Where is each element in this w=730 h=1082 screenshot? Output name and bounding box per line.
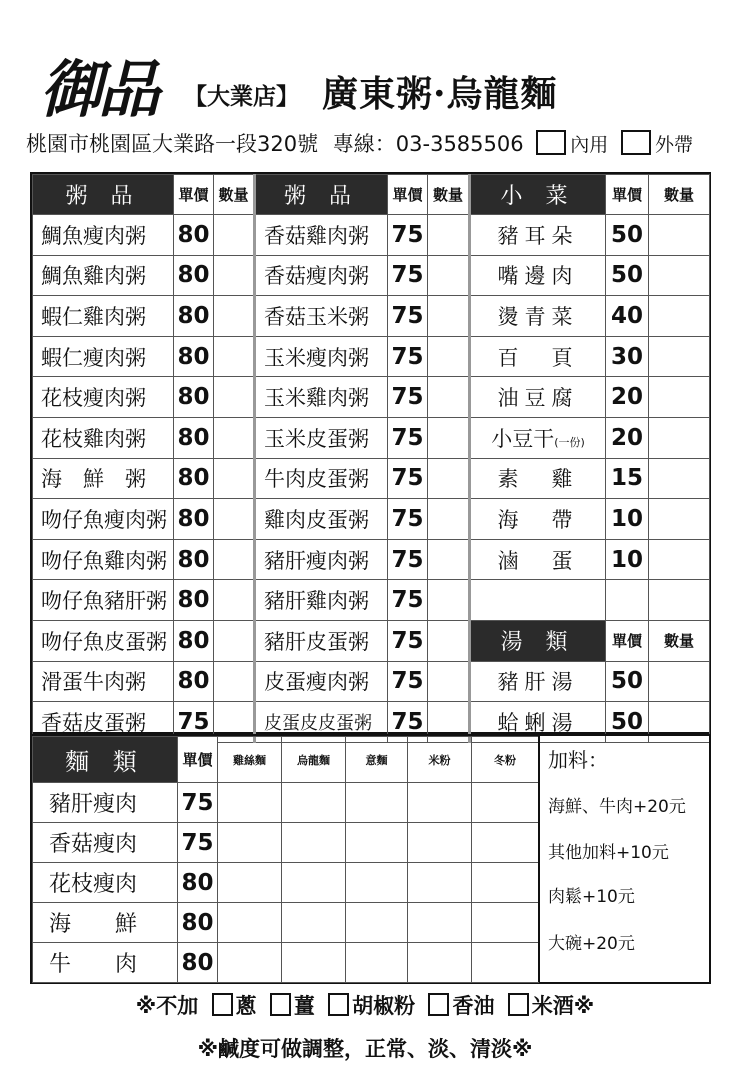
table-row: [33, 458, 710, 499]
qty-cell[interactable]: [428, 539, 470, 580]
congee-price: 75: [388, 215, 428, 256]
table-row: [33, 296, 710, 337]
qty-cell[interactable]: [472, 943, 539, 983]
table-row: [33, 417, 710, 458]
noodle-table: [32, 736, 539, 983]
congee-name: 海 鮮 粥: [33, 458, 174, 499]
hotline: 03-3585506: [395, 132, 524, 156]
option-label: 蔥: [235, 994, 257, 1018]
side-label: 海 帶: [497, 507, 579, 532]
qty-cell[interactable]: [282, 903, 346, 943]
side-price: 20: [606, 417, 649, 458]
qty-cell[interactable]: [214, 336, 255, 377]
side-name: [470, 336, 606, 377]
congee-price: 80: [174, 620, 214, 661]
congee-name: 吻仔魚豬肝粥: [33, 580, 174, 621]
option-label: 薑: [293, 994, 315, 1018]
dine-in-checkbox[interactable]: [536, 130, 566, 155]
no-rice-wine-checkbox[interactable]: [508, 993, 529, 1016]
table-row: [33, 499, 710, 540]
congee-price: 75: [388, 458, 428, 499]
congee-price: 75: [388, 499, 428, 540]
qty-cell[interactable]: [428, 580, 470, 621]
congee-price: 75: [388, 296, 428, 337]
table-row: [33, 783, 539, 823]
table-row: [33, 377, 710, 418]
qty-cell[interactable]: [428, 417, 470, 458]
congee-name: 花枝瘦肉粥: [33, 377, 174, 418]
congee-price: 80: [174, 296, 214, 337]
side-price: 10: [606, 499, 649, 540]
table-row: [33, 336, 710, 377]
table-row: [33, 943, 539, 983]
congee-name: 玉米皮蛋粥: [255, 417, 388, 458]
qty-cell[interactable]: [214, 620, 255, 661]
qty-cell[interactable]: [472, 863, 539, 903]
qty-cell[interactable]: [218, 863, 282, 903]
qty-cell[interactable]: [218, 903, 282, 943]
side-label: 素 雞: [497, 467, 579, 492]
congee-name: 鯛魚瘦肉粥: [33, 215, 174, 256]
congee-price: 80: [174, 215, 214, 256]
extra-item: 肉鬆+10元: [548, 887, 635, 907]
congee-name: 牛肉皮蛋粥: [255, 458, 388, 499]
qty-cell[interactable]: [346, 863, 408, 903]
address-line: [26, 128, 693, 158]
empty-cell: [606, 580, 649, 621]
price-header: 單價: [174, 175, 214, 215]
noodle-name: 香菇瘦肉: [33, 823, 178, 863]
noodle-name: 海 鮮: [33, 903, 178, 943]
noodle-name: 牛 肉: [33, 943, 178, 983]
dine-in-label: 內用: [570, 134, 609, 156]
side-label: 百 頁: [497, 345, 579, 370]
noodle-price: 80: [178, 943, 218, 983]
saltiness-note: ※鹹度可做調整，正常、淡、清淡※: [197, 1037, 533, 1061]
table-row: [33, 863, 539, 903]
congee-name: 皮蛋皮皮蛋粥: [255, 702, 388, 743]
table-row: [33, 580, 710, 621]
noodle-type-udon: 烏龍麵: [282, 737, 346, 783]
qty-cell[interactable]: [649, 296, 710, 337]
congee-table: [32, 174, 710, 743]
soup-price: 50: [606, 661, 649, 702]
side-price: 50: [606, 255, 649, 296]
noodle-price: 75: [178, 783, 218, 823]
table-row: [33, 255, 710, 296]
noodle-name: 花枝瘦肉: [33, 863, 178, 903]
qty-cell[interactable]: [214, 255, 255, 296]
branch-name: 【大業店】: [184, 84, 299, 110]
congee-name: 雞肉皮蛋粥: [255, 499, 388, 540]
table-row: [33, 539, 710, 580]
address: 桃園市桃園區大業路一段320號: [26, 132, 319, 156]
qty-cell[interactable]: [428, 499, 470, 540]
price-header: 單價: [388, 175, 428, 215]
qty-cell[interactable]: [408, 863, 472, 903]
no-ginger-checkbox[interactable]: [270, 993, 291, 1016]
table-row: [33, 215, 710, 256]
qty-cell[interactable]: [218, 823, 282, 863]
congee-price: 80: [174, 336, 214, 377]
qty-cell[interactable]: [649, 417, 710, 458]
extra-item: 海鮮、牛肉+20元: [548, 797, 686, 817]
soup-name: 蛤蜊湯: [470, 702, 606, 743]
option-label: 香油: [452, 994, 495, 1018]
congee-name: 蝦仁雞肉粥: [33, 296, 174, 337]
footer-prefix: ※不加: [135, 994, 199, 1018]
congee-price: 75: [388, 580, 428, 621]
qty-cell[interactable]: [649, 336, 710, 377]
qty-cell[interactable]: [649, 255, 710, 296]
noodle-type-vermicelli: 冬粉: [472, 737, 539, 783]
congee-name: 鯛魚雞肉粥: [33, 255, 174, 296]
side-name: [470, 296, 606, 337]
table-row: [33, 903, 539, 943]
option-label: 米酒: [531, 994, 574, 1018]
noodle-header: 麵 類: [33, 737, 178, 783]
qty-cell[interactable]: [428, 255, 470, 296]
qty-cell[interactable]: [472, 903, 539, 943]
qty-cell[interactable]: [282, 943, 346, 983]
qty-cell[interactable]: [218, 943, 282, 983]
qty-cell[interactable]: [472, 783, 539, 823]
option-label: 胡椒粉: [352, 994, 416, 1018]
congee-name: 吻仔魚瘦肉粥: [33, 499, 174, 540]
side-price: 20: [606, 377, 649, 418]
qty-cell[interactable]: [428, 336, 470, 377]
qty-cell[interactable]: [408, 943, 472, 983]
qty-cell[interactable]: [214, 215, 255, 256]
table-row: [33, 661, 710, 702]
soup-name: 豬肝湯: [470, 661, 606, 702]
noodle-price: 80: [178, 903, 218, 943]
footer-suffix: ※: [573, 994, 595, 1018]
extra-item: 大碗+20元: [548, 934, 635, 954]
congee-price: 80: [174, 539, 214, 580]
congee-price: 75: [388, 417, 428, 458]
qty-cell[interactable]: [282, 823, 346, 863]
congee-price: 75: [388, 255, 428, 296]
side-name: [470, 499, 606, 540]
footer-options: [0, 990, 730, 1020]
qty-cell[interactable]: [408, 783, 472, 823]
side-name: [470, 255, 606, 296]
qty-cell[interactable]: [282, 783, 346, 823]
congee-price: 80: [174, 377, 214, 418]
qty-cell[interactable]: [649, 377, 710, 418]
noodle-price: 80: [178, 863, 218, 903]
qty-header: 數量: [649, 175, 710, 215]
congee-price: 75: [388, 661, 428, 702]
qty-cell[interactable]: [214, 580, 255, 621]
noodle-price: 75: [178, 823, 218, 863]
side-label: 燙青菜: [497, 304, 579, 329]
empty-cell: [470, 580, 606, 621]
congee-header-2: 粥 品: [255, 175, 388, 215]
side-name: [470, 417, 606, 458]
congee-price: 80: [174, 255, 214, 296]
qty-cell[interactable]: [649, 539, 710, 580]
qty-cell[interactable]: [428, 296, 470, 337]
congee-name: 豬肝雞肉粥: [255, 580, 388, 621]
qty-header: 數量: [214, 175, 255, 215]
qty-cell[interactable]: [214, 417, 255, 458]
qty-cell[interactable]: [214, 539, 255, 580]
congee-price: 80: [174, 499, 214, 540]
qty-cell[interactable]: [428, 377, 470, 418]
side-price: 15: [606, 458, 649, 499]
no-sesame-oil-checkbox[interactable]: [428, 993, 449, 1016]
noodle-type-rice-noodle: 米粉: [408, 737, 472, 783]
qty-cell[interactable]: [472, 823, 539, 863]
qty-cell[interactable]: [346, 903, 408, 943]
congee-name: 豬肝皮蛋粥: [255, 620, 388, 661]
congee-name: 香菇玉米粥: [255, 296, 388, 337]
side-label: 油豆腐: [497, 386, 579, 411]
qty-cell[interactable]: [649, 215, 710, 256]
price-header: 單價: [606, 620, 649, 661]
qty-cell[interactable]: [428, 215, 470, 256]
cuisine-title: 廣東粥·烏龍麵: [322, 73, 558, 115]
qty-cell[interactable]: [282, 863, 346, 903]
side-price: 40: [606, 296, 649, 337]
sides-header: 小 菜: [470, 175, 606, 215]
qty-cell[interactable]: [214, 458, 255, 499]
qty-cell[interactable]: [428, 661, 470, 702]
extras-title: 加料：: [548, 748, 608, 772]
qty-cell[interactable]: [346, 943, 408, 983]
table-row: [33, 620, 710, 661]
congee-price: 80: [174, 661, 214, 702]
congee-name: 香菇雞肉粥: [255, 215, 388, 256]
qty-cell[interactable]: [214, 661, 255, 702]
congee-name: 玉米雞肉粥: [255, 377, 388, 418]
side-note: (一份): [554, 435, 585, 449]
qty-cell[interactable]: [218, 783, 282, 823]
congee-name: 香菇皮蛋粥: [33, 702, 174, 743]
soup-price: 50: [606, 702, 649, 743]
congee-name: 吻仔魚皮蛋粥: [33, 620, 174, 661]
side-name: [470, 377, 606, 418]
side-name: [470, 215, 606, 256]
congee-price: 80: [174, 417, 214, 458]
no-scallion-checkbox[interactable]: [212, 993, 233, 1016]
qty-cell[interactable]: [214, 377, 255, 418]
congee-name: 皮蛋瘦肉粥: [255, 661, 388, 702]
congee-price: 75: [388, 336, 428, 377]
qty-header: 數量: [428, 175, 470, 215]
side-price: 50: [606, 215, 649, 256]
menu-grid: [30, 172, 711, 734]
qty-cell[interactable]: [649, 458, 710, 499]
side-price: 30: [606, 336, 649, 377]
qty-cell[interactable]: [346, 823, 408, 863]
extras-panel: [538, 736, 711, 982]
qty-cell[interactable]: [428, 458, 470, 499]
take-out-label: 外帶: [655, 134, 694, 156]
side-name: [470, 539, 606, 580]
brand-logo: 御品: [40, 53, 157, 126]
side-label: 小豆干: [491, 426, 555, 451]
congee-name: 香菇瘦肉粥: [255, 255, 388, 296]
congee-price: 75: [174, 702, 214, 743]
empty-cell: [649, 580, 710, 621]
table-row: [33, 823, 539, 863]
price-header: 單價: [606, 175, 649, 215]
noodle-type-chicken-shred: 雞絲麵: [218, 737, 282, 783]
qty-cell[interactable]: [649, 499, 710, 540]
congee-price: 75: [388, 539, 428, 580]
noodle-type-yi-mein: 意麵: [346, 737, 408, 783]
qty-cell[interactable]: [408, 823, 472, 863]
noodle-grid: [30, 734, 711, 984]
side-price: 10: [606, 539, 649, 580]
side-label: 豬耳朵: [497, 223, 579, 248]
qty-cell[interactable]: [649, 661, 710, 702]
congee-price: 80: [174, 458, 214, 499]
congee-name: 蝦仁瘦肉粥: [33, 336, 174, 377]
congee-name: 吻仔魚雞肉粥: [33, 539, 174, 580]
congee-price: 75: [388, 702, 428, 743]
qty-cell[interactable]: [346, 783, 408, 823]
congee-price: 80: [174, 580, 214, 621]
congee-name: 滑蛋牛肉粥: [33, 661, 174, 702]
congee-price: 75: [388, 620, 428, 661]
qty-header: 數量: [649, 620, 710, 661]
congee-name: 玉米瘦肉粥: [255, 336, 388, 377]
congee-price: 75: [388, 377, 428, 418]
side-label: 滷 蛋: [497, 548, 579, 573]
qty-cell[interactable]: [408, 903, 472, 943]
take-out-checkbox[interactable]: [621, 130, 651, 155]
side-name: [470, 458, 606, 499]
extra-item: 其他加料+10元: [548, 843, 669, 863]
qty-cell[interactable]: [428, 620, 470, 661]
congee-name: 花枝雞肉粥: [33, 417, 174, 458]
qty-cell[interactable]: [214, 499, 255, 540]
congee-name: 豬肝瘦肉粥: [255, 539, 388, 580]
side-label: 嘴邊肉: [497, 264, 579, 289]
price-header: 單價: [178, 737, 218, 783]
hotline-label: 專線：: [332, 132, 396, 156]
soup-header: 湯 類: [470, 620, 606, 661]
no-pepper-checkbox[interactable]: [328, 993, 349, 1016]
congee-header-1: 粥 品: [33, 175, 174, 215]
noodle-name: 豬肝瘦肉: [33, 783, 178, 823]
qty-cell[interactable]: [214, 296, 255, 337]
